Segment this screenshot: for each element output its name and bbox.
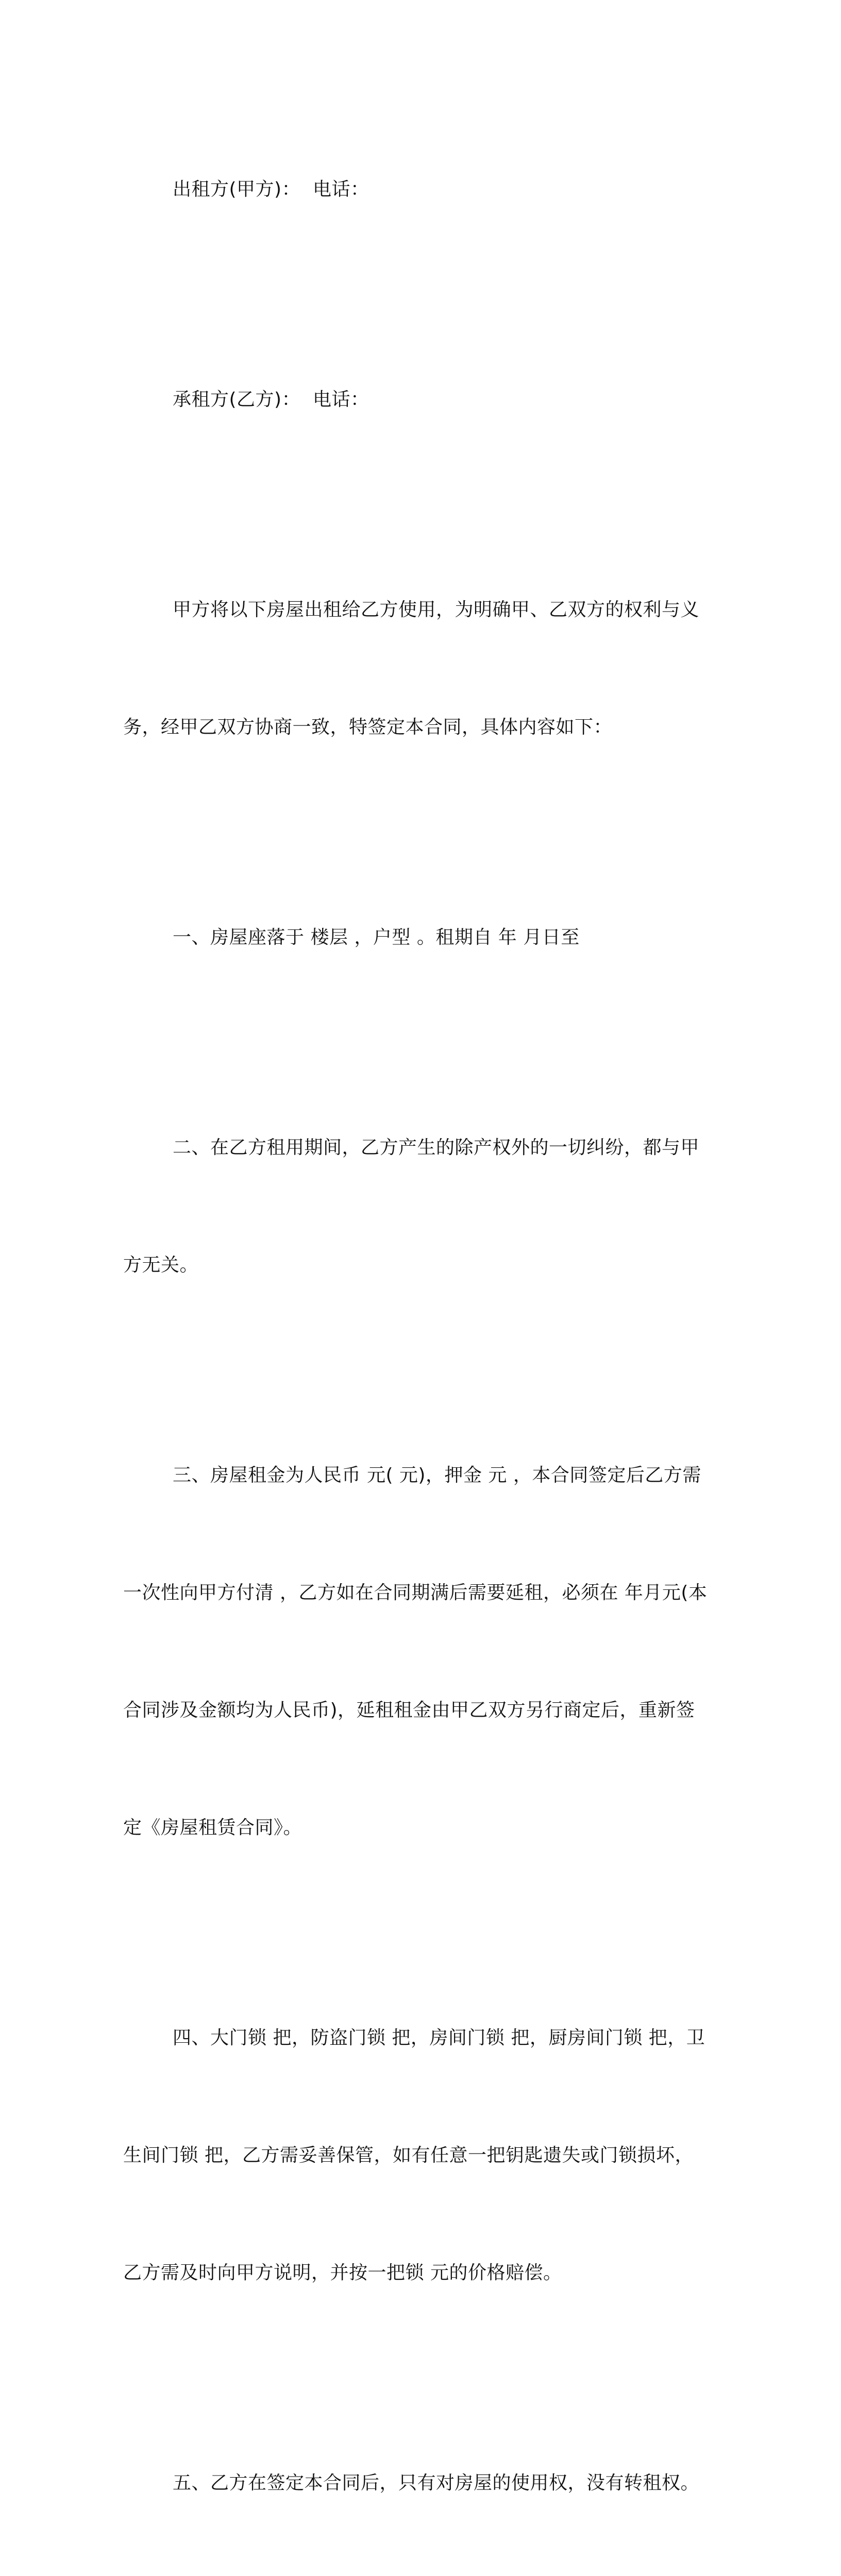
document-body [123, 92, 716, 2576]
text-line: 四、大门锁 把，防盗门锁 把，房间门锁 把，厨房间门锁 把，卫 [173, 2027, 705, 2048]
clause-2 [123, 1050, 716, 1363]
clause-1 [123, 840, 716, 1036]
text-line: 承租方(乙方)： 电话： [173, 389, 369, 410]
text-line: 甲方将以下房屋出租给乙方使用，为明确甲、乙双方的权利与义 [173, 599, 700, 620]
lessee-line [123, 302, 716, 498]
text-line: 方无关。 [123, 1255, 199, 1276]
clause-5 [123, 2385, 716, 2576]
text-line: 定《房屋租赁合同》。 [123, 1817, 302, 1838]
text-line: 一次性向甲方付清 ，乙方如在合同期满后需要延租，必须在 年月元(本 [123, 1582, 708, 1603]
text-line: 生间门锁 把，乙方需妥善保管，如有任意一把钥匙遗失或门锁损坏， [123, 2145, 694, 2166]
text-line: 乙方需及时向甲方说明，并按一把锁 元的价格赔偿。 [123, 2262, 562, 2283]
text-line: 五、乙方在签定本合同后，只有对房屋的使用权，没有转租权。 [173, 2472, 700, 2494]
text-line: 合同涉及金额均为人民币)，延租租金由甲乙双方另行商定后，重新签 [123, 1700, 695, 1721]
text-line: 出租方(甲方)： 电话： [173, 179, 369, 200]
text-line: 一、房屋座落于 楼层 ，户型 。租期自 年 月日至 [173, 927, 580, 948]
text-line: 二、在乙方租用期间，乙方产生的除产权外的一切纠纷，都与甲 [173, 1137, 700, 1158]
clause-3 [123, 1378, 716, 1926]
text-line: 三、房屋租金为人民币 元( 元)，押金 元 ，本合同签定后乙方需 [173, 1465, 701, 1486]
intro-paragraph [123, 512, 716, 825]
lessor-line [123, 92, 716, 287]
clause-4 [123, 1940, 716, 2371]
text-line: 务，经甲乙双方协商一致，特签定本合同，具体内容如下： [123, 717, 613, 738]
